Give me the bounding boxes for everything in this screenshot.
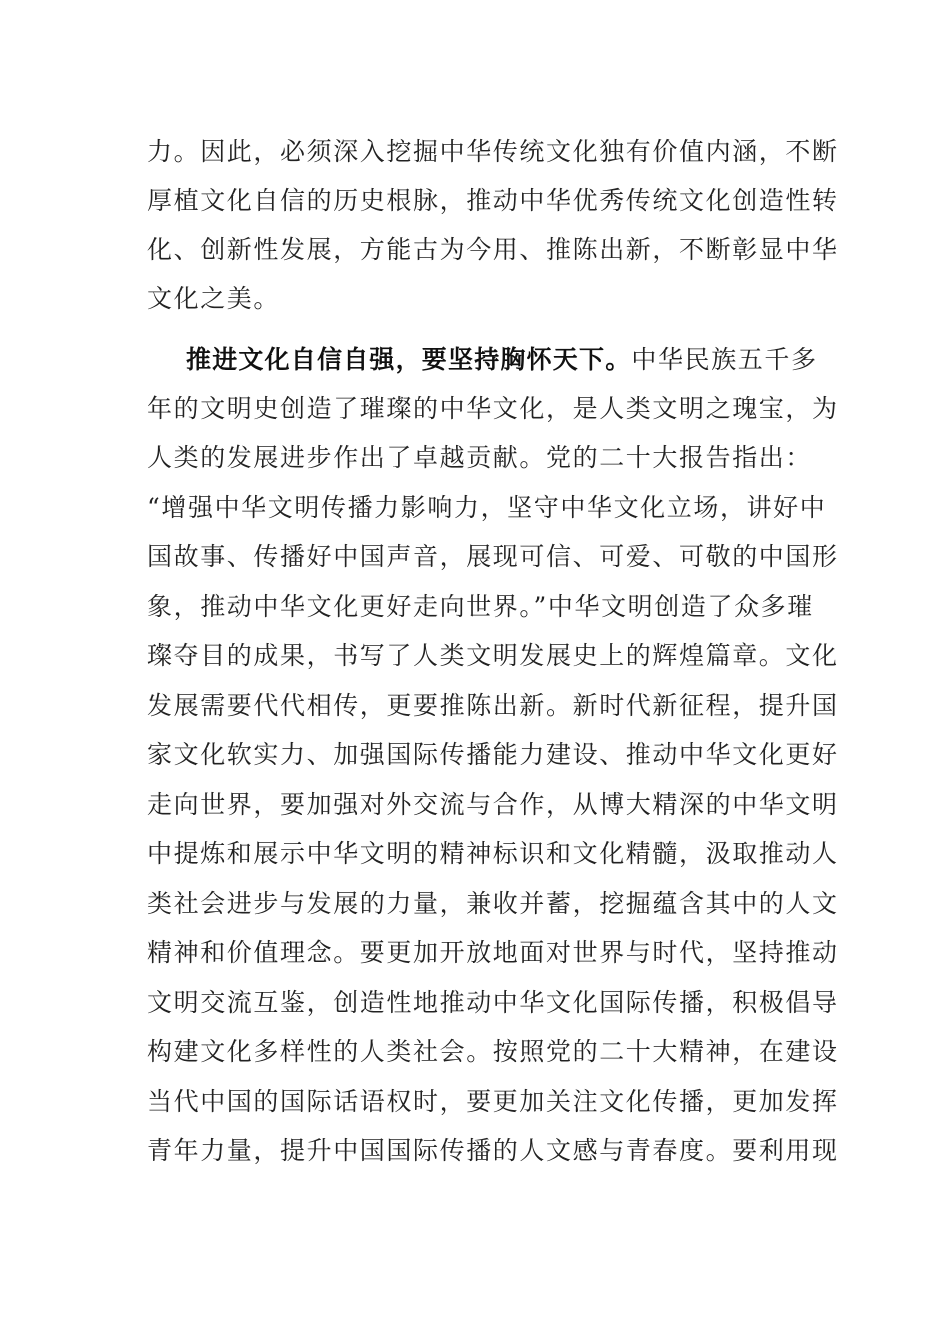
text-line: 类社会进步与发展的力量，兼收并蓄，挖掘蕴含其中的人文: [147, 889, 839, 918]
text-line: 走向世界，要加强对外交流与合作，从博大精深的中华文明: [147, 790, 839, 819]
paragraph-first-line: [186, 340, 818, 380]
text-line: 文化之美。: [147, 284, 281, 313]
text-line: 青年力量，提升中国国际传播的人文感与青春度。要利用现: [147, 1136, 839, 1165]
text-line: 化、创新性发展，方能古为今用、推陈出新，不断彰显中华: [147, 235, 839, 264]
text-line: 年的文明史创造了璀璨的中华文化，是人类文明之瑰宝，为: [147, 394, 839, 423]
text-line: 力。因此，必须深入挖掘中华传统文化独有价值内涵，不断: [147, 137, 839, 166]
text-line: 构建文化多样性的人类社会。按照党的二十大精神，在建设: [147, 1037, 839, 1066]
text-line: 家文化软实力、加强国际传播能力建设、推动中华文化更好: [147, 740, 839, 769]
text-run: 中华民族五千多: [631, 345, 818, 374]
text-line: 文明交流互鉴，创造性地推动中华文化国际传播，积极倡导: [147, 988, 839, 1017]
paragraph-heading: 推进文化自信自强，要坚持胸怀天下。: [186, 345, 632, 374]
text-line: 精神和价值理念。要更加开放地面对世界与时代，坚持推动: [147, 938, 839, 967]
text-line: 人类的发展进步作出了卓越贡献。党的二十大报告指出：: [147, 443, 813, 472]
text-line: 璨夺目的成果，书写了人类文明发展史上的辉煌篇章。文化: [147, 641, 839, 670]
text-line: 国故事、传播好中国声音，展现可信、可爱、可敬的中国形: [147, 542, 839, 571]
text-line: “增强中华文明传播力影响力，坚守中华文化立场，讲好中: [147, 493, 827, 522]
text-line: 象，推动中华文化更好走向世界。”中华文明创造了众多璀: [147, 592, 814, 621]
text-line: 厚植文化自信的历史根脉，推动中华优秀传统文化创造性转: [147, 186, 839, 215]
text-line: 中提炼和展示中华文明的精神标识和文化精髓，汲取推动人: [147, 839, 839, 868]
text-line: 发展需要代代相传，更要推陈出新。新时代新征程，提升国: [147, 691, 839, 720]
text-line: 当代中国的国际话语权时，要更加关注文化传播，更加发挥: [147, 1087, 839, 1116]
